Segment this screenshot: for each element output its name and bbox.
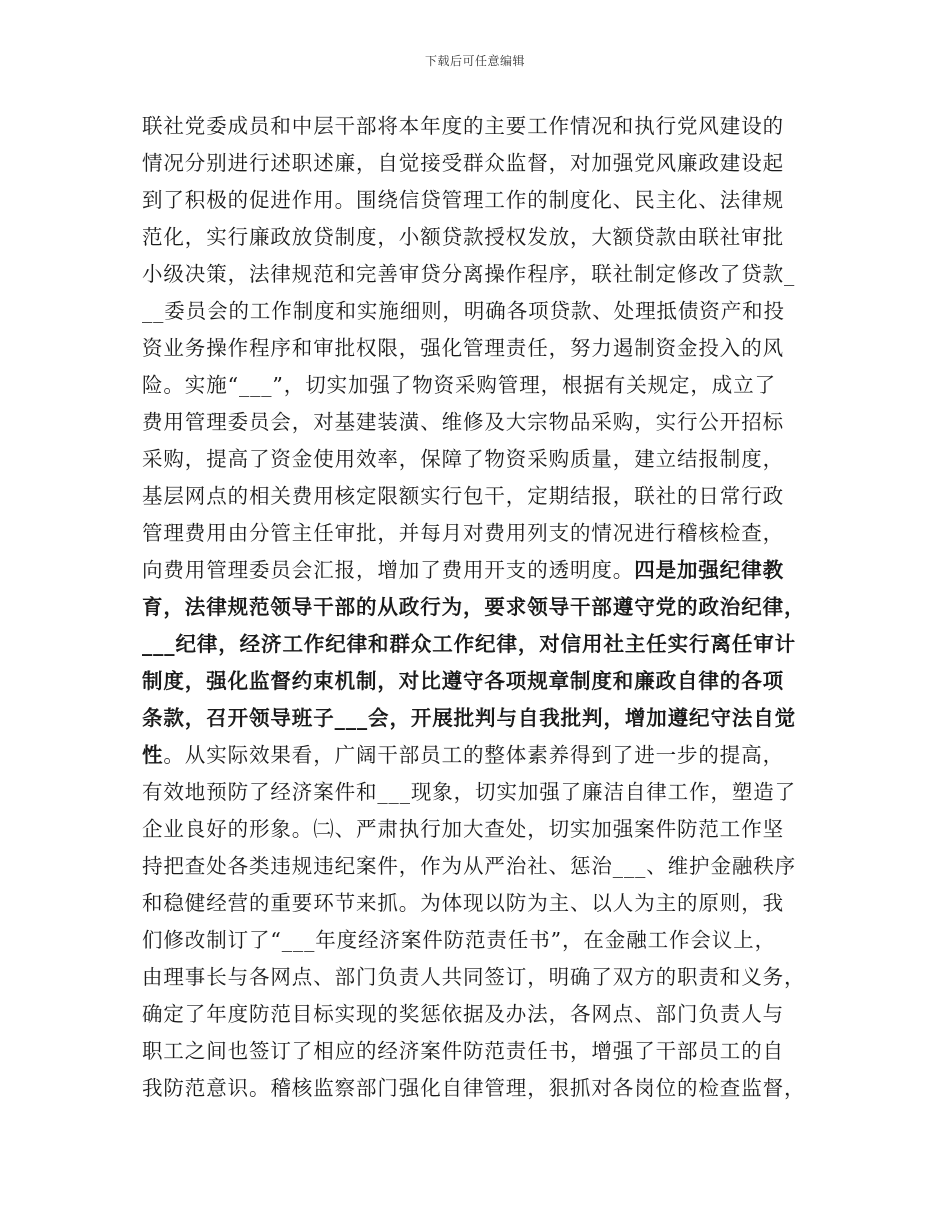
- bold-text-segment: 性: [142, 743, 164, 767]
- document-body: [142, 108, 817, 1107]
- text-line: [142, 182, 817, 219]
- bold-text-segment: 四是加强纪律教: [634, 558, 785, 582]
- text-segment: 确定了年度防范目标实现的奖惩依据及办法，各网点、部门负责人与: [142, 1002, 784, 1026]
- text-line: [142, 885, 817, 922]
- text-segment: 我防范意识。稽核监察部门强化自律管理，狠抓对各岗位的检查监督，: [142, 1076, 806, 1100]
- text-segment: 职工之间也签订了相应的经济案件防范责任书，增强了干部员工的自: [142, 1039, 784, 1063]
- text-line: [142, 774, 817, 811]
- bold-text-segment: 条款，召开领导班子___会，开展批判与自我批判，增加遵纪守法自觉: [142, 706, 797, 730]
- text-segment: 基层网点的相关费用核定限额实行包干，定期结报，联社的日常行政: [142, 484, 784, 508]
- text-line: [142, 589, 817, 626]
- text-line: [142, 737, 817, 774]
- text-line: [142, 1033, 817, 1070]
- text-line: [142, 811, 817, 848]
- text-line: [142, 256, 817, 293]
- text-line: [142, 145, 817, 182]
- text-line: [142, 404, 817, 441]
- text-segment: 们修改制订了“___年度经济案件防范责任书”，在金融工作会议上，: [142, 928, 777, 952]
- text-segment: 险。实施“___”，切实加强了物资采购管理，根据有关规定，成立了: [142, 373, 777, 397]
- text-line: [142, 922, 817, 959]
- text-line: [142, 552, 817, 589]
- text-segment: 资业务操作程序和审批权限，强化管理责任，努力遏制资金投入的风: [142, 336, 784, 360]
- page-header: 下载后可任意编辑: [424, 54, 525, 68]
- text-segment: 小级决策，法律规范和完善审贷分离操作程序，联社制定修改了贷款_: [142, 262, 796, 286]
- text-segment: 有效地预防了经济案件和___现象，切实加强了廉洁自律工作，塑造了: [142, 780, 797, 804]
- text-line: [142, 626, 817, 663]
- text-line: [142, 367, 817, 404]
- text-line: [142, 219, 817, 256]
- text-segment: __委员会的工作制度和实施细则，明确各项贷款、处理抵债资产和投: [142, 299, 785, 323]
- text-segment: 和稳健经营的重要环节来抓。为体现以防为主、以人为主的原则，我: [142, 891, 784, 915]
- text-segment: 。从实际效果看，广阔干部员工的整体素养得到了进一步的提高，: [163, 743, 785, 767]
- text-line: [142, 293, 817, 330]
- text-segment: 情况分别进行述职述廉，自觉接受群众监督，对加强党风廉政建设起: [142, 151, 784, 175]
- text-segment: 企业良好的形象。㈡、严肃执行加大查处，切实加强案件防范工作坚: [142, 817, 784, 841]
- text-segment: 管理费用由分管主任审批，并每月对费用列支的情况进行稽核检查，: [142, 521, 784, 545]
- text-segment: 联社党委成员和中层干部将本年度的主要工作情况和执行党风建设的: [142, 114, 784, 138]
- text-segment: 由理事长与各网点、部门负责人共同签订，明确了双方的职责和义务，: [142, 965, 806, 989]
- text-segment: 持把查处各类违规违纪案件，作为从严治社、惩治___、维护金融秩序: [142, 854, 797, 878]
- text-line: [142, 848, 817, 885]
- bold-text-segment: 制度，强化监督约束机制，对比遵守各项规章制度和廉政自律的各项: [142, 669, 784, 693]
- text-segment: 费用管理委员会，对基建装潢、维修及大宗物品采购，实行公开招标: [142, 410, 784, 434]
- text-line: [142, 959, 817, 996]
- text-line: [142, 996, 817, 1033]
- text-line: [142, 330, 817, 367]
- bold-text-segment: ___纪律，经济工作纪律和群众工作纪律，对信用社主任实行离任审计: [142, 632, 797, 656]
- text-segment: 到了积极的促进作用。围绕信贷管理工作的制度化、民主化、法律规: [142, 188, 784, 212]
- text-line: [142, 515, 817, 552]
- text-line: [142, 663, 817, 700]
- bold-text-segment: 育，法律规范领导干部的从政行为，要求领导干部遵守党的政治纪律，: [142, 595, 806, 619]
- text-line: [142, 108, 817, 145]
- text-line: [142, 700, 817, 737]
- text-segment: 范化，实行廉政放贷制度，小额贷款授权发放，大额贷款由联社审批: [142, 225, 784, 249]
- text-segment: 向费用管理委员会汇报，增加了费用开支的透明度。: [142, 558, 635, 582]
- text-line: [142, 441, 817, 478]
- text-line: [142, 1070, 817, 1107]
- text-line: [142, 478, 817, 515]
- text-segment: 采购，提高了资金使用效率，保障了物资采购质量，建立结报制度，: [142, 447, 784, 471]
